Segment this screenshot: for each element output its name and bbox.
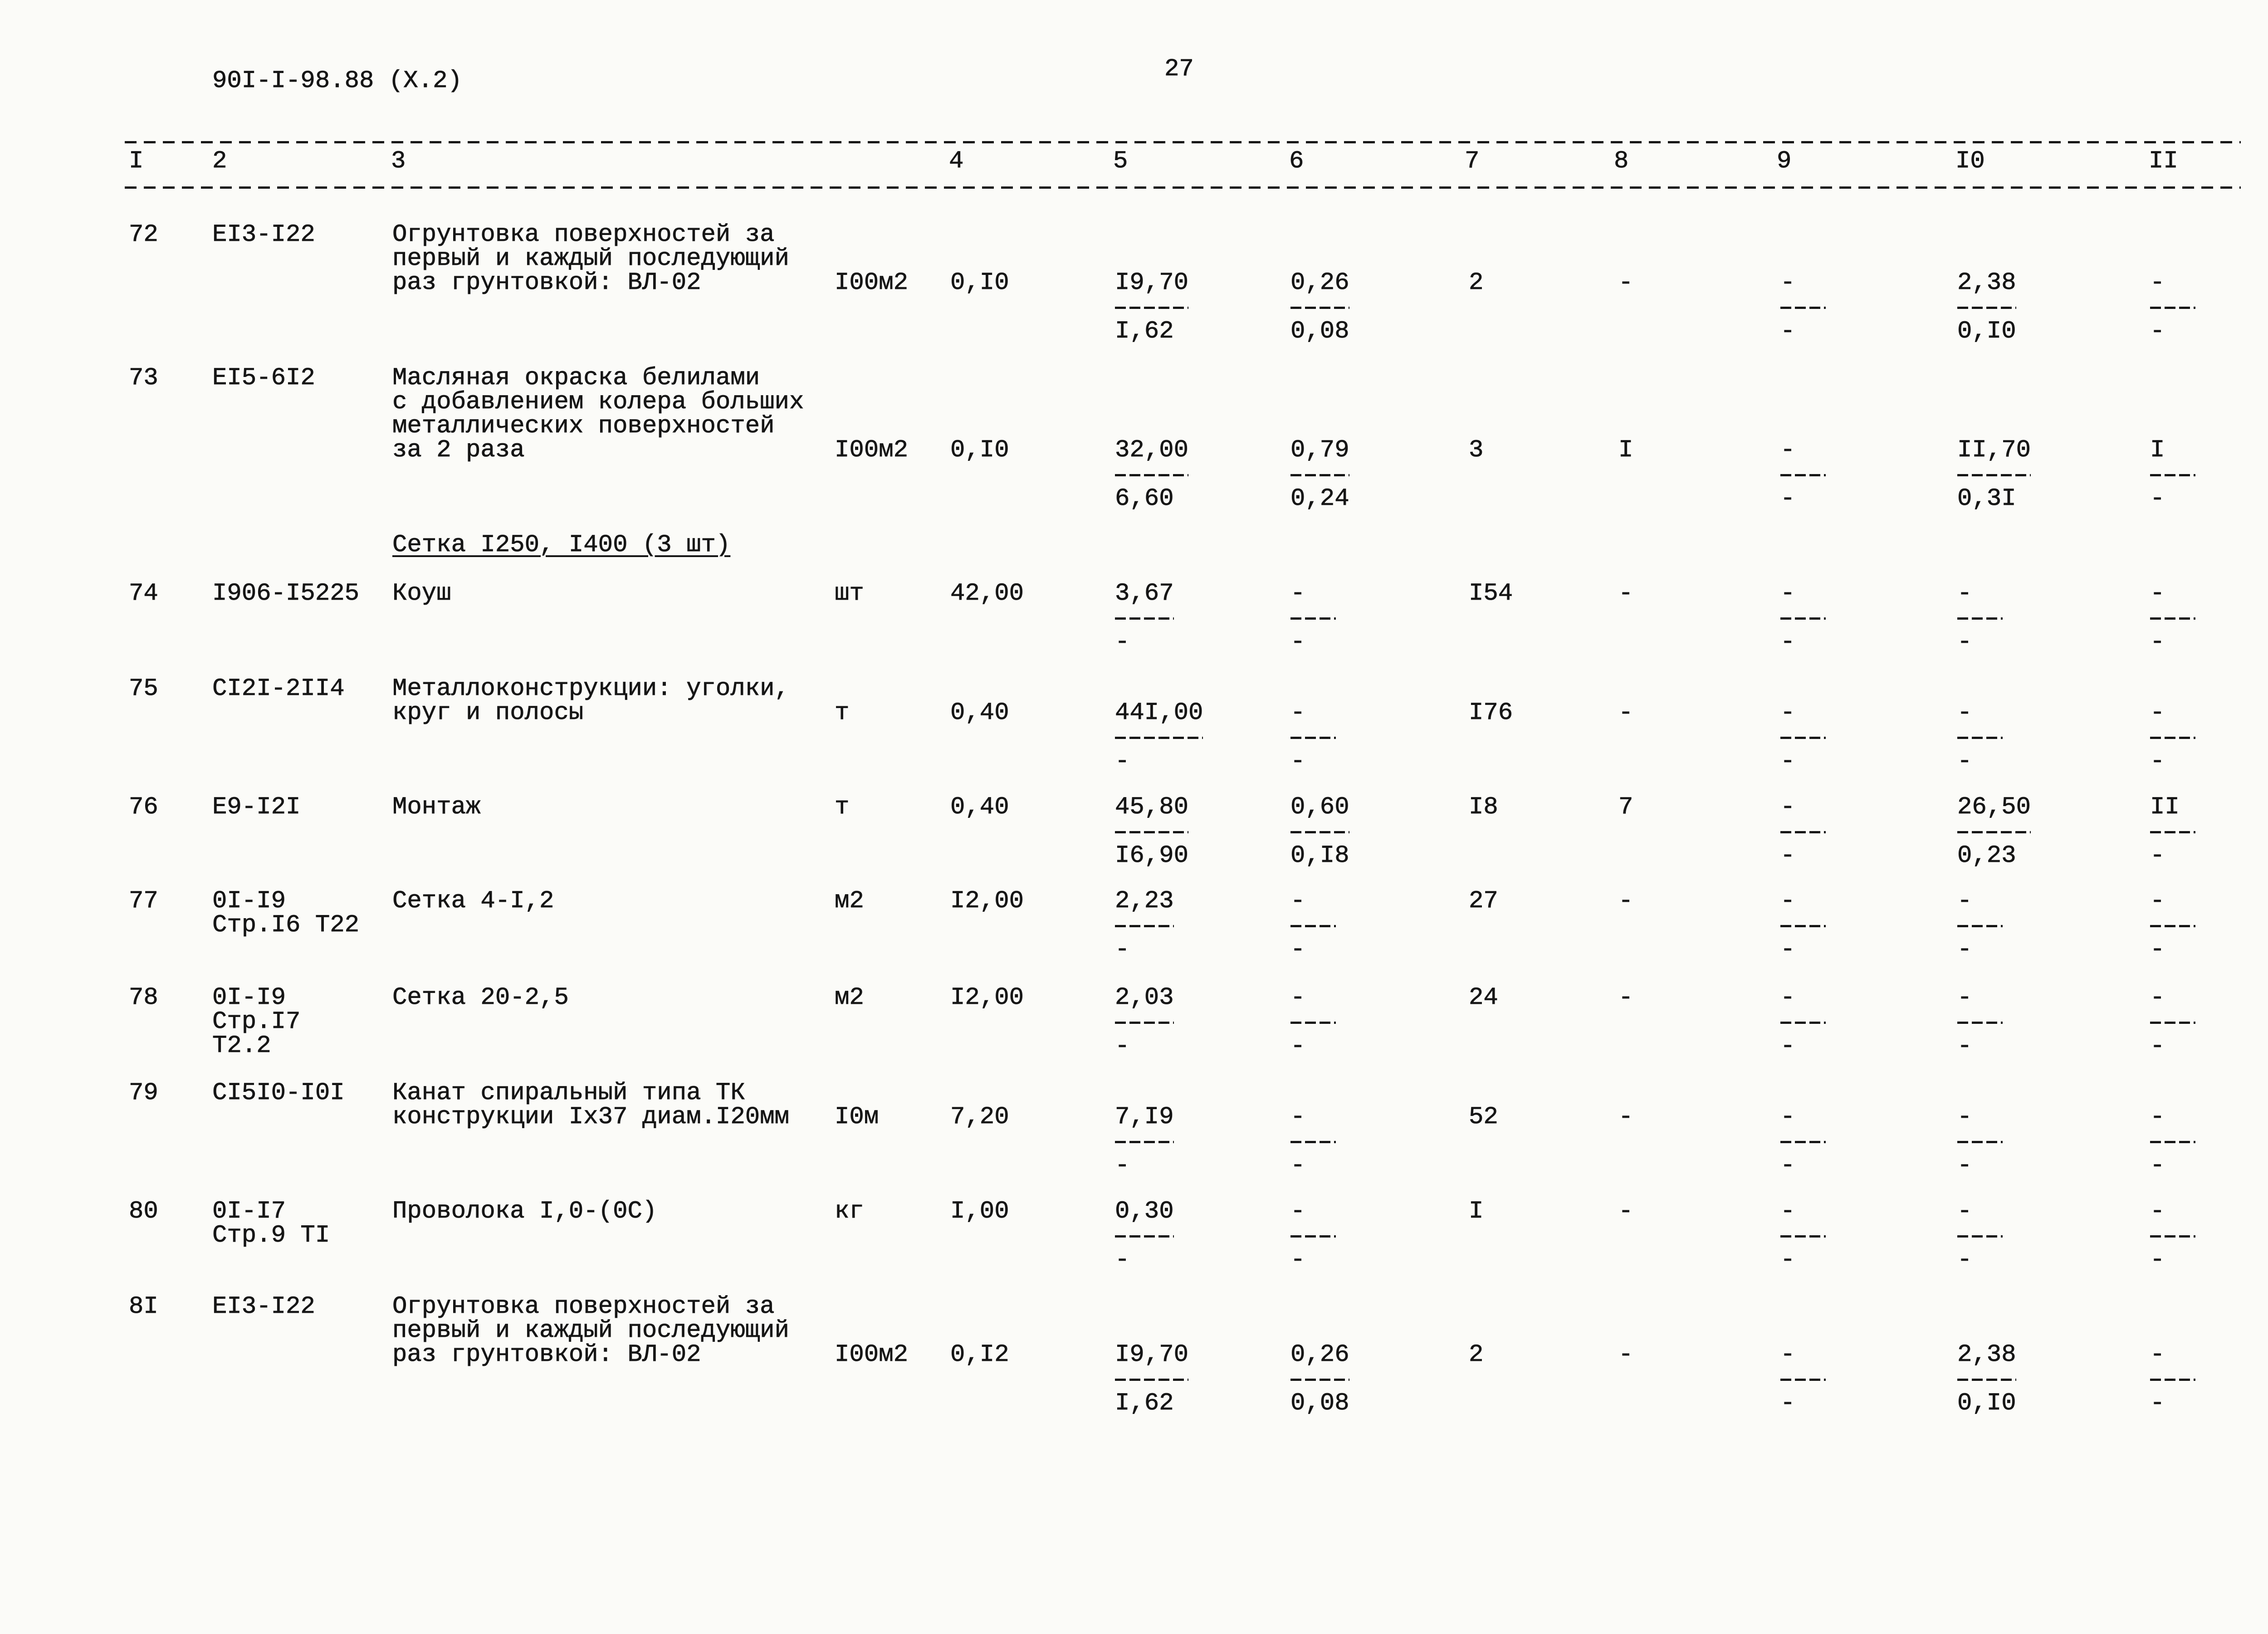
row-description-line: Огрунтовка поверхностей за xyxy=(392,1292,775,1321)
row-code-line: Стр.9 ТI xyxy=(212,1221,330,1249)
cell-c11-top: - xyxy=(2150,699,2165,727)
cell-c11-fraction xyxy=(2150,271,2195,343)
cell-c9-top: - xyxy=(1780,1197,1795,1225)
fraction-rule xyxy=(1290,1022,1336,1024)
row-quantity: I2,00 xyxy=(950,983,1024,1012)
cell-c10-bottom: - xyxy=(1957,935,1972,964)
cell-c11-top: I xyxy=(2150,436,2165,464)
cell-c6-fraction xyxy=(1290,701,1336,773)
fraction-rule xyxy=(1780,1235,1826,1238)
row-description-line: Сетка 4-I,2 xyxy=(392,887,554,915)
cell-c10-top: - xyxy=(1957,887,1972,915)
row-description-line: Коуш xyxy=(392,579,451,607)
cell-c8: - xyxy=(1618,887,1633,915)
fraction-rule xyxy=(1780,1022,1826,1024)
cell-c11-fraction xyxy=(2150,579,2195,656)
fraction-rule xyxy=(1115,925,1174,927)
column-header-3: 3 xyxy=(391,147,406,175)
cell-c10-fraction xyxy=(1957,795,2031,868)
cell-c5-bottom: - xyxy=(1115,628,1130,656)
row-description-line: Проволока I,0-(0С) xyxy=(392,1197,657,1225)
fraction-rule xyxy=(2150,737,2195,739)
cell-c10-fraction xyxy=(1957,271,2016,343)
cell-c10-bottom: - xyxy=(1957,628,1972,656)
row-description-line: Канат спиральный типа ТК xyxy=(392,1079,745,1107)
cell-c10-fraction xyxy=(1957,1105,2003,1178)
row-description-line: Масляная окраска белилами xyxy=(392,364,760,392)
cell-c7: 27 xyxy=(1469,887,1498,915)
row-quantity: 0,I2 xyxy=(950,1340,1009,1369)
cell-c6-top: - xyxy=(1290,1103,1305,1131)
cell-c8: 7 xyxy=(1618,793,1633,821)
cell-c11-fraction xyxy=(2150,438,2195,511)
fraction-rule xyxy=(1957,307,2016,309)
fraction-rule xyxy=(1290,1379,1349,1381)
row-description-line: конструкции Iх37 диам.I20мм xyxy=(392,1103,789,1131)
cell-c9-fraction xyxy=(1780,1340,1826,1417)
cell-c6-top: - xyxy=(1290,983,1305,1012)
cell-c9-fraction xyxy=(1780,701,1826,773)
cell-c6-fraction xyxy=(1290,889,1336,962)
cell-c11-top: - xyxy=(2150,983,2165,1012)
cell-c7: I8 xyxy=(1469,793,1498,821)
cell-c10-bottom: 0,3I xyxy=(1957,484,2016,513)
row-code-line: 0I-I7 xyxy=(212,1197,286,1225)
row-code-line: ЕI5-6I2 xyxy=(212,364,315,392)
cell-c7: I54 xyxy=(1469,579,1513,607)
fraction-rule xyxy=(1957,617,2003,620)
cell-c10-top: 2,38 xyxy=(1957,1340,2016,1369)
cell-c11-bottom: - xyxy=(2150,628,2165,656)
cell-c5-top: I9,70 xyxy=(1115,1340,1189,1369)
cell-c6-fraction xyxy=(1290,438,1349,511)
row-code-line: I906-I5225 xyxy=(212,579,360,607)
cell-c11-fraction xyxy=(2150,983,2195,1060)
cell-c11-top: - xyxy=(2150,1197,2165,1225)
cell-c10-fraction xyxy=(1957,579,2003,656)
fraction-rule xyxy=(1115,1022,1174,1024)
row-unit: шт xyxy=(835,579,864,607)
cell-c11-top: - xyxy=(2150,1340,2165,1369)
cell-c11-bottom: - xyxy=(2150,935,2165,964)
fraction-rule xyxy=(1780,1379,1826,1381)
fraction-rule xyxy=(1957,925,2003,927)
row-code-line: Т2.2 xyxy=(212,1032,271,1060)
cell-c6-top: 0,60 xyxy=(1290,793,1349,821)
cell-c8: - xyxy=(1618,1340,1633,1369)
row-unit: I0м xyxy=(835,1103,879,1131)
row-number: 80 xyxy=(129,1197,158,1225)
fraction-rule xyxy=(1957,1235,2003,1238)
cell-c8: I xyxy=(1618,436,1633,464)
cell-c6-top: - xyxy=(1290,1197,1305,1225)
cell-c11-fraction xyxy=(2150,1199,2195,1272)
cell-c11-top: - xyxy=(2150,1103,2165,1131)
fraction-rule xyxy=(1290,925,1336,927)
cell-c5-bottom: - xyxy=(1115,935,1130,964)
cell-c9-bottom: - xyxy=(1780,1032,1795,1060)
row-number: 78 xyxy=(129,983,158,1012)
cell-c11-fraction xyxy=(2150,1105,2195,1178)
cell-c10-top: - xyxy=(1957,983,1972,1012)
cell-c7: I xyxy=(1469,1197,1484,1225)
cell-c10-top: 2,38 xyxy=(1957,269,2016,297)
cell-c8: - xyxy=(1618,579,1633,607)
row-code-line: СI5I0-I0I xyxy=(212,1079,345,1107)
cell-c7: 2 xyxy=(1469,269,1484,297)
cell-c10-fraction xyxy=(1957,889,2003,962)
row-quantity: I,00 xyxy=(950,1197,1009,1225)
row-unit: кг xyxy=(835,1197,864,1225)
row-quantity: 0,40 xyxy=(950,793,1009,821)
cell-c9-bottom: - xyxy=(1780,484,1795,513)
cell-c11-bottom: - xyxy=(2150,747,2165,775)
cell-c9-fraction xyxy=(1780,1199,1826,1272)
fraction-rule xyxy=(1115,831,1188,833)
cell-c5-fraction xyxy=(1115,701,1203,773)
fraction-rule xyxy=(1780,617,1826,620)
cell-c8: - xyxy=(1618,1103,1633,1131)
cell-c5-fraction xyxy=(1115,1105,1174,1178)
row-code-line: Стр.I7 xyxy=(212,1008,301,1036)
cell-c9-bottom: - xyxy=(1780,1246,1795,1274)
cell-c8: - xyxy=(1618,983,1633,1012)
cell-c8: - xyxy=(1618,269,1633,297)
cell-c10-fraction xyxy=(1957,438,2031,511)
column-header-2: 2 xyxy=(212,147,227,175)
fraction-rule xyxy=(1290,617,1336,620)
cell-c5-bottom: - xyxy=(1115,747,1130,775)
cell-c10-top: 26,50 xyxy=(1957,793,2031,821)
fraction-rule xyxy=(1780,831,1826,833)
fraction-rule xyxy=(1115,1141,1174,1143)
cell-c5-top: 7,I9 xyxy=(1115,1103,1174,1131)
row-unit: м2 xyxy=(835,983,864,1012)
cell-c9-bottom: - xyxy=(1780,841,1795,870)
cell-c6-top: - xyxy=(1290,579,1305,607)
row-code-line: 0I-I9 xyxy=(212,983,286,1012)
cell-c10-bottom: - xyxy=(1957,1246,1972,1274)
row-quantity: 0,40 xyxy=(950,699,1009,727)
cell-c10-bottom: - xyxy=(1957,1151,1972,1179)
cell-c9-fraction xyxy=(1780,579,1826,656)
cell-c11-bottom: - xyxy=(2150,317,2165,345)
cell-c5-bottom: - xyxy=(1115,1246,1130,1274)
cell-c6-bottom: 0,I8 xyxy=(1290,841,1349,870)
cell-c5-top: 2,23 xyxy=(1115,887,1174,915)
row-code-line: СI2I-2II4 xyxy=(212,675,345,703)
column-header-7: 7 xyxy=(1465,147,1480,175)
row-quantity: 0,I0 xyxy=(950,269,1009,297)
cell-c7: I76 xyxy=(1469,699,1513,727)
fraction-rule xyxy=(2150,1141,2195,1143)
cell-c11-top: II xyxy=(2150,793,2180,821)
cell-c11-top: - xyxy=(2150,269,2165,297)
cell-c7: 52 xyxy=(1469,1103,1498,1131)
cell-c9-top: - xyxy=(1780,579,1795,607)
cell-c8: - xyxy=(1618,699,1633,727)
fraction-rule xyxy=(1780,737,1826,739)
cell-c6-bottom: - xyxy=(1290,1246,1305,1274)
cell-c10-fraction xyxy=(1957,983,2003,1060)
cell-c9-top: - xyxy=(1780,793,1795,821)
cell-c5-fraction xyxy=(1115,983,1174,1060)
cell-c5-top: 0,30 xyxy=(1115,1197,1174,1225)
cell-c9-top: - xyxy=(1780,269,1795,297)
cell-c10-top: - xyxy=(1957,579,1972,607)
row-number: 76 xyxy=(129,793,158,821)
row-description-line: Металлоконструкции: уголки, xyxy=(392,675,789,703)
fraction-rule xyxy=(2150,617,2195,620)
row-description-line: Огрунтовка поверхностей за xyxy=(392,220,775,249)
document-code: 90I-I-98.88 (Х.2) xyxy=(212,67,462,95)
cell-c6-bottom: 0,24 xyxy=(1290,484,1349,513)
cell-c6-bottom: 0,08 xyxy=(1290,1389,1349,1417)
fraction-rule xyxy=(2150,474,2195,476)
cell-c6-fraction xyxy=(1290,983,1336,1060)
fraction-rule xyxy=(1957,1379,2016,1381)
cell-c5-fraction xyxy=(1115,795,1188,868)
cell-c10-top: II,70 xyxy=(1957,436,2031,464)
fraction-rule xyxy=(1115,737,1203,739)
row-description-line: Сетка 20-2,5 xyxy=(392,983,569,1012)
row-quantity: I2,00 xyxy=(950,887,1024,915)
row-quantity: 7,20 xyxy=(950,1103,1009,1131)
cell-c5-fraction xyxy=(1115,579,1174,656)
cell-c7: 3 xyxy=(1469,436,1484,464)
cell-c6-bottom: - xyxy=(1290,747,1305,775)
cell-c6-bottom: - xyxy=(1290,935,1305,964)
cell-c6-bottom: - xyxy=(1290,1032,1305,1060)
fraction-rule xyxy=(2150,831,2195,833)
fraction-rule xyxy=(2150,1022,2195,1024)
row-description-line: раз грунтовкой: ВЛ-02 xyxy=(392,1340,701,1369)
fraction-rule xyxy=(1290,1235,1336,1238)
row-quantity: 0,I0 xyxy=(950,436,1009,464)
row-code-line: Стр.I6 Т22 xyxy=(212,911,360,939)
fraction-rule xyxy=(1290,831,1349,833)
row-description-line: первый и каждый последующий xyxy=(392,245,789,273)
column-header-4: 4 xyxy=(949,147,964,175)
cell-c11-top: - xyxy=(2150,579,2165,607)
row-description-line: Монтаж xyxy=(392,793,481,821)
cell-c9-fraction xyxy=(1780,438,1826,511)
fraction-rule xyxy=(2150,1379,2195,1381)
fraction-rule xyxy=(1780,925,1826,927)
cell-c9-bottom: - xyxy=(1780,628,1795,656)
cell-c8: - xyxy=(1618,1197,1633,1225)
fraction-rule xyxy=(1957,1022,2003,1024)
section-title: Сетка I250, I400 (3 шт) xyxy=(392,531,731,559)
fraction-rule xyxy=(1957,831,2031,833)
row-description-line: металлических поверхностей xyxy=(392,412,775,440)
cell-c9-top: - xyxy=(1780,699,1795,727)
cell-c5-fraction xyxy=(1115,438,1188,511)
column-header-6: 6 xyxy=(1289,147,1304,175)
row-code-line: ЕI3-I22 xyxy=(212,1292,315,1321)
cell-c6-fraction xyxy=(1290,1199,1336,1272)
fraction-rule xyxy=(1957,474,2031,476)
cell-c9-fraction xyxy=(1780,983,1826,1060)
cell-c9-bottom: - xyxy=(1780,747,1795,775)
cell-c6-top: 0,79 xyxy=(1290,436,1349,464)
fraction-rule xyxy=(1290,474,1349,476)
row-number: 73 xyxy=(129,364,158,392)
row-number: 75 xyxy=(129,675,158,703)
cell-c10-bottom: - xyxy=(1957,1032,1972,1060)
row-unit: т xyxy=(835,699,850,727)
cell-c10-fraction xyxy=(1957,1199,2003,1272)
row-description-line: с добавлением колера больших xyxy=(392,388,804,416)
fraction-rule xyxy=(1115,307,1188,309)
column-header-9: 9 xyxy=(1777,147,1792,175)
cell-c5-bottom: I6,90 xyxy=(1115,841,1189,870)
cell-c6-top: - xyxy=(1290,699,1305,727)
row-description-line: круг и полосы xyxy=(392,699,584,727)
fraction-rule xyxy=(1780,1141,1826,1143)
cell-c5-bottom: - xyxy=(1115,1032,1130,1060)
cell-c5-top: 44I,00 xyxy=(1115,699,1203,727)
cell-c6-fraction xyxy=(1290,1340,1349,1417)
fraction-rule xyxy=(1957,1141,2003,1143)
cell-c6-bottom: 0,08 xyxy=(1290,317,1349,345)
cell-c11-fraction xyxy=(2150,889,2195,962)
row-number: 72 xyxy=(129,220,158,249)
row-unit: т xyxy=(835,793,850,821)
cell-c5-bottom: I,62 xyxy=(1115,317,1174,345)
column-header-5: 5 xyxy=(1113,147,1128,175)
cell-c9-bottom: - xyxy=(1780,1151,1795,1179)
row-unit: I00м2 xyxy=(835,436,909,464)
row-number: 8I xyxy=(129,1292,158,1321)
cell-c5-fraction xyxy=(1115,889,1174,962)
cell-c11-top: - xyxy=(2150,887,2165,915)
page-number: 27 xyxy=(1164,55,1194,83)
row-description-line: раз грунтовкой: ВЛ-02 xyxy=(392,269,701,297)
fraction-rule xyxy=(1115,1379,1188,1381)
row-number: 74 xyxy=(129,579,158,607)
cell-c10-bottom: 0,I0 xyxy=(1957,317,2016,345)
cell-c11-bottom: - xyxy=(2150,1246,2165,1274)
cell-c11-bottom: - xyxy=(2150,841,2165,870)
row-code-line: ЕI3-I22 xyxy=(212,220,315,249)
cell-c9-bottom: - xyxy=(1780,317,1795,345)
cell-c10-bottom: 0,I0 xyxy=(1957,1389,2016,1417)
cell-c10-top: - xyxy=(1957,699,1972,727)
row-description-line: первый и каждый последующий xyxy=(392,1316,789,1345)
cell-c6-fraction xyxy=(1290,1105,1336,1178)
fraction-rule xyxy=(1290,1141,1336,1143)
cell-c9-top: - xyxy=(1780,983,1795,1012)
cell-c5-top: I9,70 xyxy=(1115,269,1189,297)
cell-c6-bottom: - xyxy=(1290,1151,1305,1179)
cell-c6-top: 0,26 xyxy=(1290,269,1349,297)
cell-c9-fraction xyxy=(1780,1105,1826,1178)
row-number: 77 xyxy=(129,887,158,915)
fraction-rule xyxy=(1115,1235,1174,1238)
cell-c5-bottom: 6,60 xyxy=(1115,484,1174,513)
cell-c7: 24 xyxy=(1469,983,1498,1012)
cell-c10-top: - xyxy=(1957,1197,1972,1225)
cell-c5-bottom: I,62 xyxy=(1115,1389,1174,1417)
cell-c5-top: 32,00 xyxy=(1115,436,1189,464)
cell-c5-top: 3,67 xyxy=(1115,579,1174,607)
cell-c5-fraction xyxy=(1115,271,1188,343)
column-header-8: 8 xyxy=(1614,147,1629,175)
cell-c9-bottom: - xyxy=(1780,935,1795,964)
fraction-rule xyxy=(2150,1235,2195,1238)
cell-c10-fraction xyxy=(1957,1340,2016,1417)
cell-c6-fraction xyxy=(1290,579,1336,656)
row-code-line: Е9-I2I xyxy=(212,793,301,821)
cell-c5-bottom: - xyxy=(1115,1151,1130,1179)
cell-c10-bottom: - xyxy=(1957,747,1972,775)
cell-c10-bottom: 0,23 xyxy=(1957,841,2016,870)
cell-c5-top: 2,03 xyxy=(1115,983,1174,1012)
fraction-rule xyxy=(1115,617,1174,620)
fraction-rule xyxy=(1290,737,1336,739)
fraction-rule xyxy=(2150,307,2195,309)
cell-c11-bottom: - xyxy=(2150,1151,2165,1179)
cell-c6-top: - xyxy=(1290,887,1305,915)
cell-c10-top: - xyxy=(1957,1103,1972,1131)
cell-c9-top: - xyxy=(1780,887,1795,915)
row-code-line: 0I-I9 xyxy=(212,887,286,915)
cell-c9-top: - xyxy=(1780,1340,1795,1369)
cell-c5-fraction xyxy=(1115,1340,1189,1417)
cell-c9-fraction xyxy=(1780,795,1826,868)
fraction-rule xyxy=(1115,474,1188,476)
row-quantity: 42,00 xyxy=(950,579,1024,607)
cell-c5-top: 45,80 xyxy=(1115,793,1189,821)
cell-c9-top: - xyxy=(1780,1103,1795,1131)
column-header-11: II xyxy=(2149,147,2178,175)
cell-c11-fraction xyxy=(2150,795,2195,868)
row-description-line: за 2 раза xyxy=(392,436,525,464)
cell-c10-fraction xyxy=(1957,701,2003,773)
column-header-1: I xyxy=(129,147,144,175)
cell-c6-fraction xyxy=(1290,271,1349,343)
cell-c11-bottom: - xyxy=(2150,1032,2165,1060)
cell-c9-bottom: - xyxy=(1780,1389,1795,1417)
column-header-10: I0 xyxy=(1955,147,1985,175)
cell-c7: 2 xyxy=(1469,1340,1484,1369)
row-unit: I00м2 xyxy=(835,1340,909,1369)
fraction-rule xyxy=(2150,925,2195,927)
cell-c6-top: 0,26 xyxy=(1290,1340,1349,1369)
cell-c9-top: - xyxy=(1780,436,1795,464)
cell-c11-bottom: - xyxy=(2150,1389,2165,1417)
fraction-rule xyxy=(1780,307,1826,309)
cell-c9-fraction xyxy=(1780,271,1826,343)
row-unit: I00м2 xyxy=(835,269,909,297)
cell-c11-fraction xyxy=(2150,1340,2195,1417)
row-number: 79 xyxy=(129,1079,158,1107)
cell-c9-fraction xyxy=(1780,889,1826,962)
cell-c11-bottom: - xyxy=(2150,484,2165,513)
row-unit: м2 xyxy=(835,887,864,915)
fraction-rule xyxy=(1780,474,1826,476)
fraction-rule xyxy=(1957,737,2003,739)
fraction-rule xyxy=(1290,307,1349,309)
cell-c11-fraction xyxy=(2150,701,2195,773)
cell-c6-bottom: - xyxy=(1290,628,1305,656)
cell-c6-fraction xyxy=(1290,795,1349,868)
cell-c5-fraction xyxy=(1115,1199,1174,1272)
